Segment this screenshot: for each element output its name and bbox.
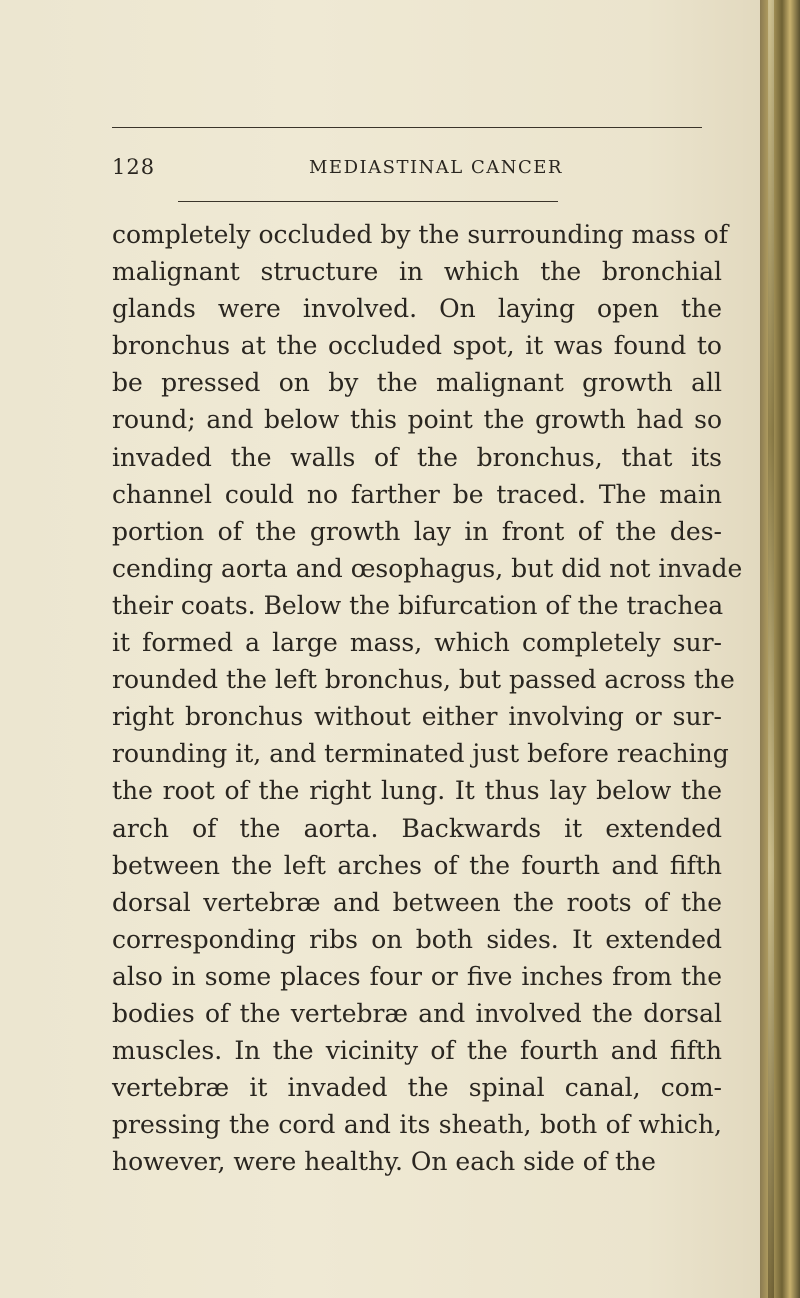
text-line: pressing the cord and its sheath, both of which, — [112, 1110, 722, 1140]
text-line: channel could no farther be traced. The main — [112, 479, 722, 509]
text-line: also in some places four or five inches from the — [112, 961, 722, 991]
text-line: corresponding ribs on both sides. It extended — [112, 924, 722, 954]
text-line: between the left arches of the fourth and fifth — [112, 850, 722, 880]
text-line: muscles. In the vicinity of the fourth and fifth — [112, 1036, 722, 1066]
text-line: their coats. Below the bifurcation of the trachea — [112, 590, 724, 620]
text-line: round; and below this point the growth had so — [112, 405, 722, 435]
edge-stripe — [768, 0, 774, 1298]
text-line: arch of the aorta. Backwards it extended — [112, 813, 722, 843]
text-line: rounded the left bronchus, but passed across the — [112, 665, 735, 695]
text-line: bronchus at the occluded spot, it was found to — [112, 331, 722, 361]
text-line: however, were healthy. On each side of the — [112, 1147, 656, 1177]
text-line: invaded the walls of the bronchus, that its — [112, 442, 722, 472]
text-line: portion of the growth lay in front of the des- — [112, 516, 722, 546]
top-rule — [112, 127, 702, 128]
running-title: MEDIASTINAL CANCER — [309, 157, 563, 178]
text-line: cending aorta and œsophagus, but did not invade — [112, 553, 743, 583]
text-line: dorsal vertebræ and between the roots of the — [112, 887, 722, 917]
text-line: vertebræ it invaded the spinal canal, com- — [112, 1073, 722, 1103]
text-line: bodies of the vertebræ and involved the dorsal — [112, 998, 722, 1028]
text-line: the root of the right lung. It thus lay below the — [112, 776, 722, 806]
page-header — [112, 155, 702, 185]
text-line: it formed a large mass, which completely sur- — [112, 628, 722, 658]
book-edge — [760, 0, 800, 1298]
header-rule — [178, 201, 558, 202]
text-line: right bronchus without either involving or sur- — [112, 702, 722, 732]
body-text — [112, 216, 743, 1180]
text-line: glands were involved. On laying open the — [112, 294, 722, 324]
page-number: 128 — [112, 155, 156, 179]
text-line: rounding it, and terminated just before reaching — [112, 739, 729, 769]
text-line: be pressed on by the malignant growth all — [112, 368, 722, 398]
text-line: completely occluded by the surrounding mass of — [112, 220, 728, 249]
text-line: malignant structure in which the bronchial — [112, 257, 722, 287]
